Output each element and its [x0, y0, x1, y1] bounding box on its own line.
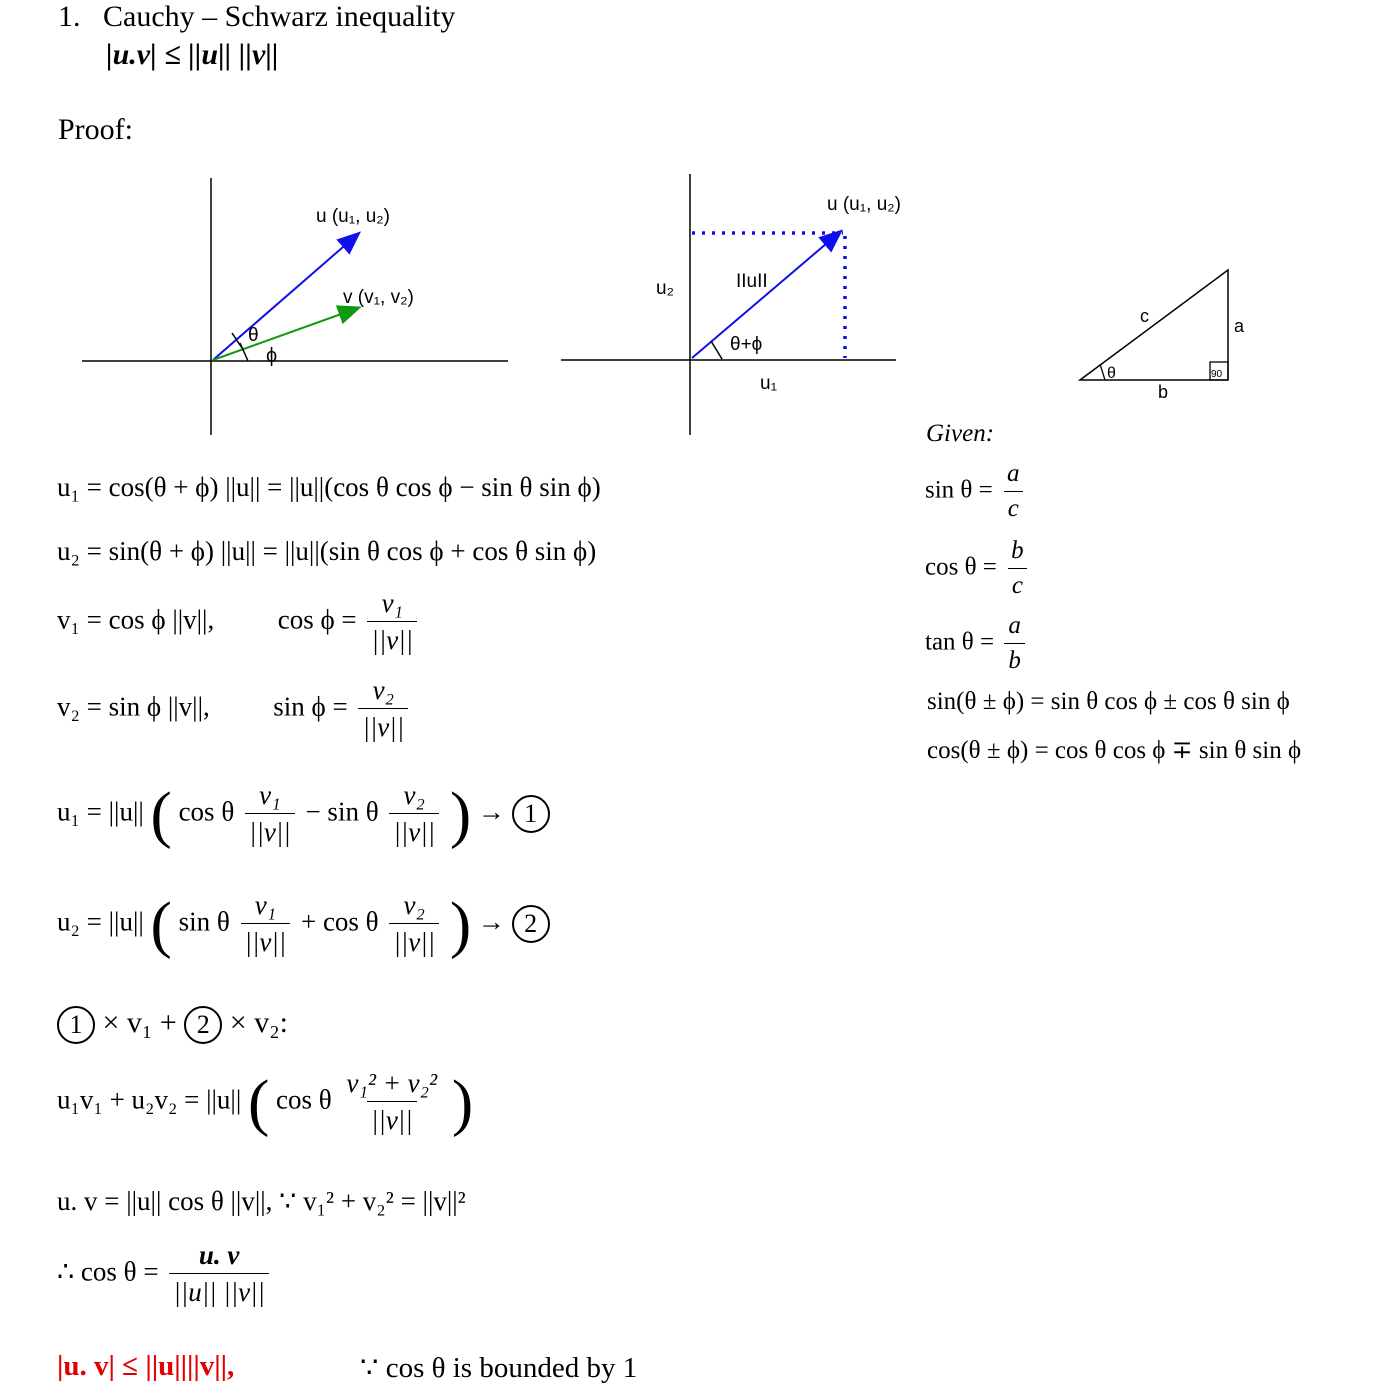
proof-label: Proof:: [58, 113, 133, 146]
vector-diagram-angles: [0, 170, 540, 450]
angle-label: θ+ϕ: [730, 334, 763, 355]
eq-v2-definition: v₂ = sin ϕ ||v||, sin ϕ = $\frac{\text{v₂}}{||v||}$: [57, 675, 412, 743]
given-cos: cos θ = $\frac{b}{c}$: [925, 537, 1032, 601]
u2-label: u₂: [656, 278, 674, 299]
heading-number: 1.: [58, 0, 81, 33]
eq-v1-definition: v₁ = cos ϕ ||v||, cos ϕ = $\frac{\text{v₁}}{||v||}$: [57, 588, 421, 656]
theta-label: θ: [1107, 365, 1116, 382]
given-sum-cos: cos(θ ± ϕ) = cos θ cos ϕ ∓ sin θ sin ϕ: [927, 737, 1302, 764]
equation-tag-1: 1: [512, 795, 550, 833]
eq-dot-product: u. v = ||u|| cos θ ||v||, ∵ v₁² + v₂² = ||v||²: [57, 1186, 466, 1216]
triangle-shape: [1080, 270, 1228, 380]
combine-step: 1 × v₁ + 2 × v₂:: [57, 1006, 288, 1044]
u-vector-label: u (u₁, u₂): [316, 206, 390, 227]
eq-u1-substituted: u₁ = ||u|| ( cos θ $\frac{\text{v₁}}{||v||}$ − sin θ $\frac{\text{v₂}}{||v||}$ ) → 1: [57, 780, 550, 848]
norm-label: IIuII: [736, 271, 768, 292]
side-c-label: c: [1140, 306, 1149, 326]
arrow: →: [477, 796, 505, 827]
combine-tag-2: 2: [184, 1006, 222, 1044]
combine-tag-1: 1: [57, 1006, 95, 1044]
heading-statement: |u.v| ≤ ||u|| ||v||: [106, 38, 279, 71]
arrow: →: [477, 906, 505, 937]
phi-label: ϕ: [266, 345, 278, 367]
eq-u2-substituted: u₂ = ||u|| ( sin θ $\frac{\text{v₁}}{||v||}$ + cos θ $\frac{\text{v₂}}{||v||}$ ) → 2: [57, 890, 550, 958]
u-vector-label: u (u₁, u₂): [827, 194, 901, 215]
vector-u-arrow: [213, 234, 358, 360]
side-b-label: b: [1158, 382, 1169, 402]
side-a-label: a: [1234, 316, 1245, 336]
u1-label: u₁: [760, 373, 777, 394]
eq-u1-expansion: u₁ = cos(θ + ϕ) ||u|| = ||u||(cos θ cos ϕ − sin θ sin ϕ): [57, 472, 601, 502]
given-label: Given:: [926, 420, 995, 447]
v-vector-label: v (v₁, v₂): [343, 287, 414, 308]
final-reason: ∵ cos θ is bounded by 1: [360, 1352, 638, 1384]
vector-u-arrow: [692, 232, 840, 358]
theta-label: θ: [248, 325, 259, 346]
right-angle-label: 90: [1211, 369, 1223, 380]
final-inequality: |u. v| ≤ ||u||||v||,: [57, 1350, 235, 1382]
given-sin: sin θ = $\frac{a}{c}$: [925, 460, 1028, 524]
angle-mark: [1100, 364, 1105, 380]
eq-cos-theta: ∴ cos θ = $\frac{u. v}{||u|| ||v||}$: [57, 1240, 273, 1308]
vector-v-arrow: [213, 308, 358, 360]
eq-u2-expansion: u₂ = sin(θ + ϕ) ||u|| = ||u||(sin θ cos ϕ + cos θ sin ϕ): [57, 536, 597, 566]
eq-sum-products: u₁v₁ + u₂v₂ = ||u|| ( cos θ $\frac{\text{v₁² + v₂²}}{||v||}$ ): [57, 1066, 474, 1138]
given-tan: tan θ = $\frac{a}{b}$: [925, 612, 1029, 676]
heading-title: Cauchy – Schwarz inequality: [103, 0, 456, 33]
right-triangle-diagram: [1060, 250, 1280, 410]
given-sum-sin: sin(θ ± ϕ) = sin θ cos ϕ ± cos θ sin ϕ: [927, 688, 1290, 715]
vector-diagram-components: [540, 170, 940, 450]
angle-mark: [711, 341, 722, 359]
equation-tag-2: 2: [512, 905, 550, 943]
